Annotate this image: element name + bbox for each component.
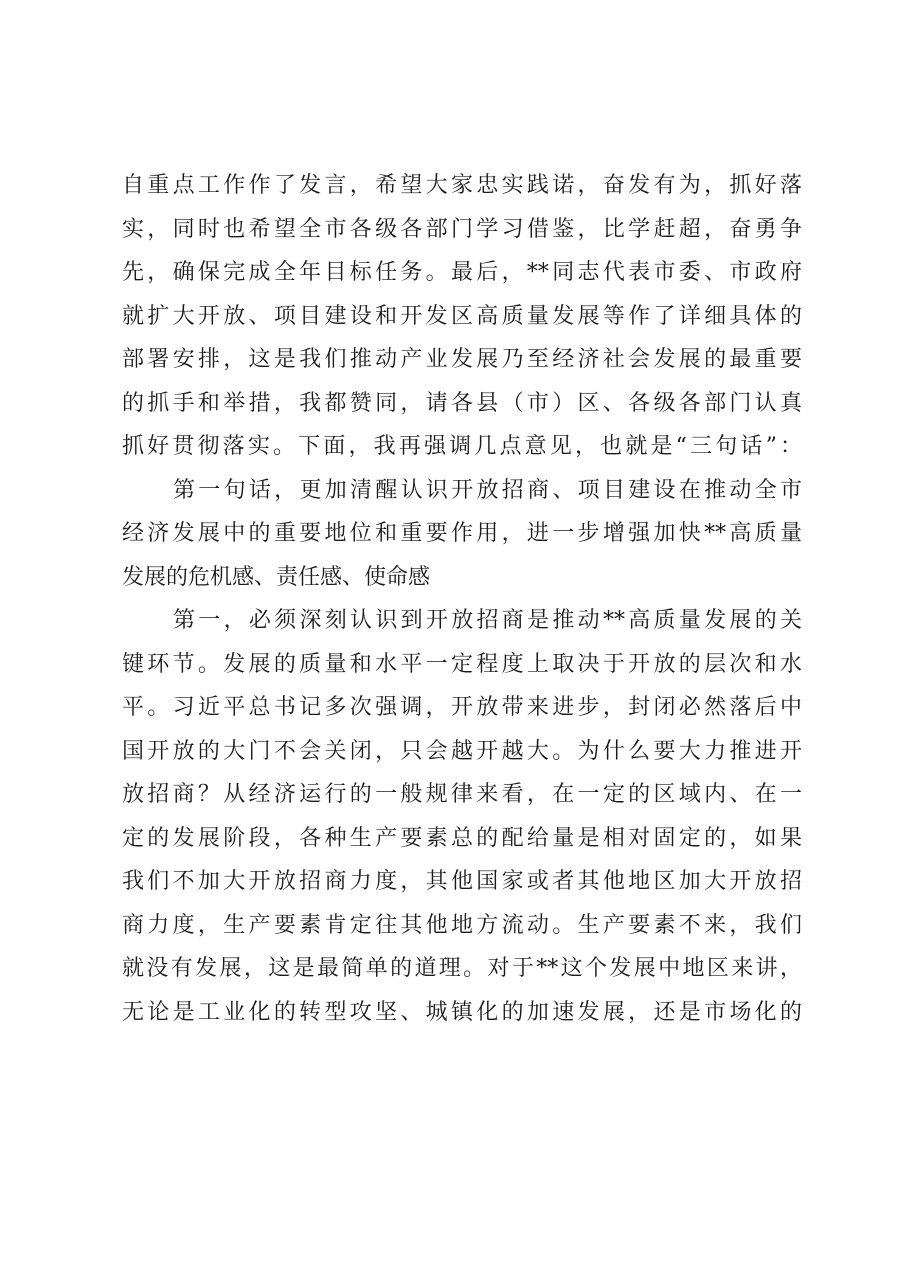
text-line: 国开放的大门不会关闭，只会越开越大。为什么要大力推进开 <box>122 738 802 764</box>
text-line: 就没有发展，这是最简单的道理。对于**这个发展中地区来讲， <box>122 956 802 981</box>
text-line: 先，确保完成全年目标任务。最后，**同志代表市委、市政府 <box>122 260 802 285</box>
text-line: 自重点工作作了发言，希望大家忠实践诺，奋发有为，抓好落 <box>122 173 802 198</box>
text-line: 实，同时也希望全市各级各部门学习借鉴，比学赶超，奋勇争 <box>122 216 802 242</box>
text-line: 商力度，生产要素肯定往其他地方流动。生产要素不来，我们 <box>122 912 802 938</box>
text-line: 键环节。发展的质量和水平一定程度上取决于开放的层次和水 <box>122 651 802 677</box>
document-body <box>122 164 802 1034</box>
text-line: 我们不加大开放招商力度，其他国家或者其他地区加大开放招 <box>122 869 802 894</box>
text-line: 经济发展中的重要地位和重要作用，进一步增强加快**高质量 <box>122 521 802 546</box>
text-line: 定的发展阶段，各种生产要素总的配给量是相对固定的，如果 <box>122 825 802 851</box>
text-line: 就扩大开放、项目建设和开发区高质量发展等作了详细具体的 <box>122 303 802 329</box>
text-line: 部署安排，这是我们推动产业发展乃至经济社会发展的最重要 <box>122 347 802 372</box>
text-line: 发展的危机感、责任感、使命感 <box>122 564 431 590</box>
text-line: 平。习近平总书记多次强调，开放带来进步，封闭必然落后中 <box>122 695 802 720</box>
text-line: 无论是工业化的转型攻坚、城镇化的加速发展，还是市场化的 <box>122 999 802 1025</box>
text-line: 的抓手和举措，我都赞同，请各县（市）区、各级各部门认真 <box>122 390 802 416</box>
text-line: 放招商？从经济运行的一般规律来看，在一定的区域内、在一 <box>122 782 802 807</box>
text-line: 第一，必须深刻认识到开放招商是推动**高质量发展的关 <box>173 608 802 633</box>
text-line: 第一句话，更加清醒认识开放招商、项目建设在推动全市 <box>173 477 802 503</box>
text-line: 抓好贯彻落实。下面，我再强调几点意见，也就是“三句话”： <box>122 434 802 459</box>
